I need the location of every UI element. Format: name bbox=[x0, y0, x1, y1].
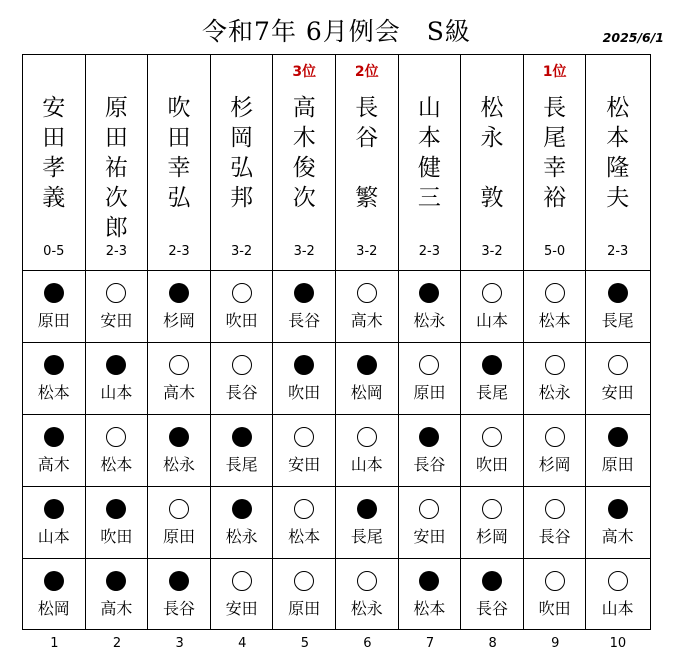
results-table bbox=[22, 54, 651, 630]
player-column bbox=[211, 55, 274, 629]
opponent-name: 山本 bbox=[37, 527, 70, 546]
opponent-name: 吹田 bbox=[288, 383, 321, 402]
opponent-name: 原田 bbox=[413, 383, 446, 402]
opponent-name: 高木 bbox=[601, 527, 634, 546]
opponent-name: 杉岡 bbox=[162, 311, 195, 330]
opponent-name: 杉岡 bbox=[475, 527, 508, 546]
opponent-name: 高木 bbox=[37, 455, 70, 474]
black-circle-icon bbox=[357, 499, 377, 519]
opponent-name: 原田 bbox=[288, 599, 321, 618]
white-circle-icon bbox=[608, 355, 628, 375]
player-name-char bbox=[461, 153, 523, 183]
opponent-name: 安田 bbox=[100, 311, 133, 330]
black-circle-icon bbox=[294, 283, 314, 303]
round-result-cell bbox=[148, 342, 210, 414]
round-result-cell bbox=[273, 486, 335, 558]
white-circle-icon bbox=[169, 499, 189, 519]
opponent-name: 松本 bbox=[100, 455, 133, 474]
white-circle-icon bbox=[294, 499, 314, 519]
round-result-cell bbox=[461, 342, 523, 414]
round-result-cell bbox=[586, 414, 649, 486]
player-name-char: 幸 bbox=[543, 155, 567, 181]
black-circle-icon bbox=[419, 283, 439, 303]
player-column bbox=[148, 55, 211, 629]
player-name-char: 邦 bbox=[230, 185, 254, 211]
round-result-cell bbox=[524, 270, 586, 342]
black-circle-icon bbox=[608, 499, 628, 519]
white-circle-icon bbox=[232, 571, 252, 591]
round-result-cell bbox=[148, 558, 210, 630]
round-result-cell bbox=[461, 270, 523, 342]
player-name-char bbox=[336, 153, 398, 183]
opponent-name: 長谷 bbox=[225, 383, 258, 402]
black-circle-icon bbox=[106, 499, 126, 519]
black-circle-icon bbox=[357, 355, 377, 375]
round-result-cell bbox=[148, 486, 210, 558]
black-circle-icon bbox=[169, 283, 189, 303]
white-circle-icon bbox=[545, 571, 565, 591]
player-name bbox=[273, 93, 335, 213]
player-number: 10 bbox=[609, 636, 627, 651]
round-result-cell bbox=[86, 414, 148, 486]
player-name-char: 田 bbox=[167, 125, 191, 151]
round-result-cell bbox=[23, 342, 85, 414]
player-name-char: 尾 bbox=[543, 125, 567, 151]
player-number: 3 bbox=[175, 636, 184, 651]
win-loss-record: 2-3 bbox=[105, 244, 127, 259]
opponent-name: 山本 bbox=[475, 311, 508, 330]
opponent-name: 原田 bbox=[37, 311, 70, 330]
opponent-name: 原田 bbox=[162, 527, 195, 546]
round-result-cell bbox=[211, 270, 273, 342]
round-result-cell bbox=[23, 270, 85, 342]
player-number: 1 bbox=[50, 636, 59, 651]
round-result-cell bbox=[586, 342, 649, 414]
white-circle-icon bbox=[294, 571, 314, 591]
player-number: 6 bbox=[363, 636, 372, 651]
round-result-cell bbox=[336, 486, 398, 558]
black-circle-icon bbox=[169, 427, 189, 447]
rank-label: 1位 bbox=[542, 64, 567, 80]
black-circle-icon bbox=[44, 571, 64, 591]
round-result-cell bbox=[336, 342, 398, 414]
round-result-cell bbox=[524, 342, 586, 414]
opponent-name: 原田 bbox=[601, 455, 634, 474]
player-name-char: 三 bbox=[417, 185, 441, 211]
player-number: 9 bbox=[551, 636, 560, 651]
opponent-name: 松永 bbox=[538, 383, 571, 402]
white-circle-icon bbox=[357, 571, 377, 591]
page-title: 令和7年 6月例会 S級 bbox=[202, 17, 471, 46]
player-name-char: 弘 bbox=[230, 155, 254, 181]
player-name-char: 孝 bbox=[42, 155, 66, 181]
black-circle-icon bbox=[419, 571, 439, 591]
black-circle-icon bbox=[106, 355, 126, 375]
player-name bbox=[586, 93, 649, 213]
win-loss-record: 3-2 bbox=[293, 244, 315, 259]
black-circle-icon bbox=[608, 283, 628, 303]
player-name bbox=[148, 93, 210, 213]
round-result-cell bbox=[336, 270, 398, 342]
player-name bbox=[23, 93, 85, 213]
player-number: 7 bbox=[425, 636, 435, 651]
opponent-name: 長谷 bbox=[162, 599, 195, 618]
player-name-char: 本 bbox=[606, 125, 630, 151]
player-name-char: 次 bbox=[104, 185, 128, 211]
player-name-char: 田 bbox=[104, 125, 128, 151]
black-circle-icon bbox=[44, 427, 64, 447]
player-column bbox=[23, 55, 86, 629]
win-loss-record: 2-3 bbox=[607, 244, 629, 259]
white-circle-icon bbox=[545, 355, 565, 375]
win-loss-record: 3-2 bbox=[356, 244, 378, 259]
player-column bbox=[524, 55, 587, 629]
round-result-cell bbox=[273, 270, 335, 342]
round-result-cell bbox=[461, 414, 523, 486]
player-name-char: 永 bbox=[480, 125, 504, 151]
white-circle-icon bbox=[294, 427, 314, 447]
player-name-char: 繁 bbox=[355, 185, 379, 211]
round-result-cell bbox=[461, 558, 523, 630]
player-name-char: 義 bbox=[42, 185, 66, 211]
round-result-cell bbox=[23, 558, 85, 630]
round-result-cell bbox=[461, 486, 523, 558]
opponent-name: 松岡 bbox=[37, 599, 70, 618]
opponent-name: 高木 bbox=[162, 383, 195, 402]
round-result-cell bbox=[524, 414, 586, 486]
player-name bbox=[524, 93, 586, 213]
player-name-char: 裕 bbox=[543, 185, 567, 211]
round-result-cell bbox=[586, 270, 649, 342]
player-number: 4 bbox=[238, 636, 247, 651]
player-name-char: 幸 bbox=[167, 155, 191, 181]
round-result-cell bbox=[524, 558, 586, 630]
player-name-char: 郎 bbox=[104, 215, 128, 241]
player-name-char: 岡 bbox=[230, 125, 254, 151]
win-loss-record: 3-2 bbox=[230, 244, 253, 259]
player-name-char: 敦 bbox=[480, 185, 504, 211]
round-result-cell bbox=[86, 270, 148, 342]
player-name-char: 杉 bbox=[230, 95, 254, 121]
win-loss-record: 3-2 bbox=[481, 244, 503, 259]
win-loss-record: 5-0 bbox=[543, 244, 566, 259]
player-name-char: 谷 bbox=[355, 125, 379, 151]
round-result-cell bbox=[211, 486, 273, 558]
white-circle-icon bbox=[482, 427, 502, 447]
round-result-cell bbox=[586, 558, 649, 630]
player-column bbox=[586, 55, 649, 629]
player-name-char: 本 bbox=[417, 125, 441, 151]
player-name bbox=[461, 93, 523, 213]
round-result-cell bbox=[148, 414, 210, 486]
white-circle-icon bbox=[545, 499, 565, 519]
opponent-name: 松永 bbox=[350, 599, 383, 618]
player-name-char: 木 bbox=[292, 125, 316, 151]
opponent-name: 山本 bbox=[601, 599, 634, 618]
white-circle-icon bbox=[106, 427, 126, 447]
opponent-name: 山本 bbox=[100, 383, 133, 402]
black-circle-icon bbox=[44, 355, 64, 375]
black-circle-icon bbox=[608, 427, 628, 447]
rank-label: 2位 bbox=[354, 64, 379, 80]
player-column bbox=[336, 55, 399, 629]
player-name bbox=[211, 93, 273, 213]
opponent-name: 長谷 bbox=[288, 311, 321, 330]
opponent-name: 長谷 bbox=[413, 455, 446, 474]
opponent-name: 松岡 bbox=[350, 383, 383, 402]
player-name bbox=[86, 93, 148, 243]
player-name-char: 安 bbox=[42, 95, 66, 121]
round-result-cell bbox=[148, 270, 210, 342]
black-circle-icon bbox=[482, 355, 502, 375]
player-column bbox=[399, 55, 462, 629]
player-name-char: 祐 bbox=[104, 155, 128, 181]
black-circle-icon bbox=[232, 499, 252, 519]
white-circle-icon bbox=[169, 355, 189, 375]
white-circle-icon bbox=[545, 427, 565, 447]
opponent-name: 松永 bbox=[225, 527, 258, 546]
player-name-char: 松 bbox=[480, 95, 504, 121]
opponent-name: 杉岡 bbox=[538, 455, 571, 474]
win-loss-record: 2-3 bbox=[418, 244, 440, 259]
round-result-cell bbox=[23, 486, 85, 558]
player-number: 5 bbox=[300, 636, 309, 651]
opponent-name: 高木 bbox=[350, 311, 383, 330]
round-result-cell bbox=[273, 558, 335, 630]
white-circle-icon bbox=[232, 283, 252, 303]
player-column bbox=[86, 55, 149, 629]
round-result-cell bbox=[273, 342, 335, 414]
white-circle-icon bbox=[482, 499, 502, 519]
round-result-cell bbox=[211, 342, 273, 414]
round-result-cell bbox=[273, 414, 335, 486]
rank-label: 3位 bbox=[292, 64, 317, 80]
black-circle-icon bbox=[44, 499, 64, 519]
opponent-name: 長尾 bbox=[350, 527, 383, 546]
win-loss-record: 0-5 bbox=[43, 244, 65, 259]
black-circle-icon bbox=[419, 427, 439, 447]
white-circle-icon bbox=[482, 283, 502, 303]
player-number: 2 bbox=[112, 636, 122, 651]
white-circle-icon bbox=[232, 355, 252, 375]
opponent-name: 吹田 bbox=[100, 527, 133, 546]
black-circle-icon bbox=[294, 355, 314, 375]
black-circle-icon bbox=[44, 283, 64, 303]
opponent-name: 長尾 bbox=[225, 455, 258, 474]
round-result-cell bbox=[336, 558, 398, 630]
player-number: 8 bbox=[488, 636, 497, 651]
black-circle-icon bbox=[169, 571, 189, 591]
white-circle-icon bbox=[106, 283, 126, 303]
player-name-char: 夫 bbox=[606, 185, 630, 211]
round-result-cell bbox=[524, 486, 586, 558]
opponent-name: 吹田 bbox=[475, 455, 508, 474]
player-name-char: 吹 bbox=[167, 95, 191, 121]
white-circle-icon bbox=[608, 571, 628, 591]
round-result-cell bbox=[211, 558, 273, 630]
player-name-char: 田 bbox=[42, 125, 66, 151]
opponent-name: 松本 bbox=[37, 383, 70, 402]
round-result-cell bbox=[399, 558, 461, 630]
opponent-name: 松永 bbox=[413, 311, 446, 330]
player-name bbox=[336, 93, 398, 213]
opponent-name: 吹田 bbox=[225, 311, 258, 330]
player-name-char: 俊 bbox=[292, 155, 316, 181]
player-name-char: 隆 bbox=[606, 155, 630, 181]
round-result-cell bbox=[399, 414, 461, 486]
opponent-name: 松本 bbox=[413, 599, 446, 618]
opponent-name: 松本 bbox=[538, 311, 571, 330]
black-circle-icon bbox=[482, 571, 502, 591]
opponent-name: 高木 bbox=[100, 599, 133, 618]
player-column bbox=[461, 55, 524, 629]
opponent-name: 山本 bbox=[350, 455, 383, 474]
round-result-cell bbox=[399, 486, 461, 558]
player-name-char: 長 bbox=[355, 95, 379, 121]
player-name-char: 松 bbox=[606, 95, 630, 121]
round-result-cell bbox=[399, 270, 461, 342]
player-name-char: 次 bbox=[292, 185, 316, 211]
player-name-char: 高 bbox=[292, 95, 316, 121]
white-circle-icon bbox=[545, 283, 565, 303]
opponent-name: 安田 bbox=[413, 527, 446, 546]
round-result-cell bbox=[23, 414, 85, 486]
opponent-name: 長谷 bbox=[538, 527, 571, 546]
player-column bbox=[273, 55, 336, 629]
round-result-cell bbox=[86, 558, 148, 630]
player-name-char: 健 bbox=[417, 155, 441, 181]
opponent-name: 吹田 bbox=[538, 599, 571, 618]
win-loss-record: 2-3 bbox=[168, 244, 190, 259]
opponent-name: 松永 bbox=[162, 455, 195, 474]
round-result-cell bbox=[86, 342, 148, 414]
round-result-cell bbox=[86, 486, 148, 558]
player-name-char: 弘 bbox=[167, 185, 191, 211]
opponent-name: 長谷 bbox=[475, 599, 508, 618]
opponent-name: 松本 bbox=[288, 527, 321, 546]
opponent-name: 長尾 bbox=[475, 383, 508, 402]
round-result-cell bbox=[211, 414, 273, 486]
round-result-cell bbox=[399, 342, 461, 414]
player-name-char: 山 bbox=[417, 95, 441, 121]
white-circle-icon bbox=[357, 427, 377, 447]
round-result-cell bbox=[586, 486, 649, 558]
event-date: 2025/6/1 bbox=[602, 30, 664, 45]
white-circle-icon bbox=[419, 499, 439, 519]
white-circle-icon bbox=[419, 355, 439, 375]
black-circle-icon bbox=[232, 427, 252, 447]
round-result-cell bbox=[336, 414, 398, 486]
opponent-name: 長尾 bbox=[601, 311, 634, 330]
opponent-name: 安田 bbox=[601, 383, 634, 402]
white-circle-icon bbox=[357, 283, 377, 303]
black-circle-icon bbox=[106, 571, 126, 591]
player-name-char: 原 bbox=[104, 95, 128, 121]
player-name bbox=[399, 93, 461, 213]
opponent-name: 安田 bbox=[288, 455, 321, 474]
player-name-char: 長 bbox=[543, 95, 567, 121]
opponent-name: 安田 bbox=[225, 599, 258, 618]
